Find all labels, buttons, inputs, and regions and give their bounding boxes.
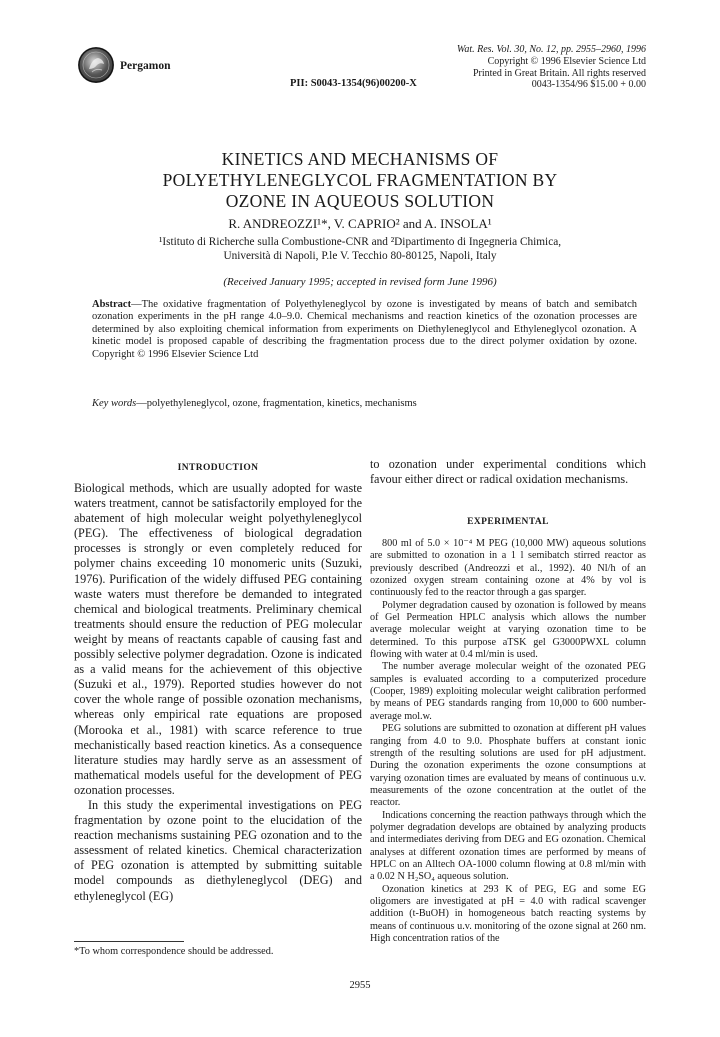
title-line-3: OZONE IN AQUEOUS SOLUTION: [225, 191, 495, 211]
intro-paragraph-1: Biological methods, which are usually adopted for waste waters treatment, cannot be satisfactorily employed for the abatement of high molecular weight polyethyleneglycol (PEG). The effectiveness of biological degradation processes is strongly or even completely reduced for polymer chains exceeding 10 monomeric units (Suzuki, 1976). Purification of the widely diffused PEG containing waste waters must therefore be demanded to integrated chemical and biological treatments. Preliminary chemical treatments should ensure the reduction of PEG molecular weight by means of reactants capable of causing fast and possibly selective polymer degradation. Ozone is indicated as a valid means for the achievement of this objective (Suzuki et al., 1979). Reported studies however do not cover the whole range of possible ozonation mechanisms, whereas only empirical rate equations are proposed (Morooka et al., 1981) with scarce reference to true mechanistically based reaction kinetics. As a consequence literature studies may hardly serve as an assessment of mathematical models useful for the development of PEG ozonation processes.: [74, 481, 362, 797]
paper-title: [0, 149, 720, 212]
keywords: [92, 398, 637, 409]
title-line-1: KINETICS AND MECHANISMS OF: [221, 149, 499, 169]
introduction-body: [74, 481, 362, 904]
title-line-2: POLYETHYLENEGLYCOL FRAGMENTATION BY: [162, 170, 558, 190]
intro-paragraph-2: In this study the experimental investigations on PEG fragmentation by ozone point to the elucidation of the reaction mechanisms sustaining PEG ozonation and to the assessment of related kinetics. Chemical characterization of PEG ozonation is attempted by submitting suitable model compounds as diethyleneglycol (DEG) and ethyleneglycol (EG): [74, 797, 362, 903]
abstract-text: —The oxidative fragmentation of Polyethyleneglycol by ozone is investigated by means of batch and semibatch ozonation experiments in the pH range 4.0–9.0. Chemical mechanisms and reaction kinetics of the ozonation processes are determined by also exploiting chemical information from experiments on Diethyleneglycol and Ethyleneglycol ozonation. A kinetic model is proposed capable of describing the fragmentation process due to the direct polymer oxidation by ozone. Copyright © 1996 Elsevier Science Ltd: [92, 299, 637, 360]
affiliations: [0, 235, 720, 263]
exp-paragraph-2: Polymer degradation caused by ozonation is followed by means of Gel Permeation HPLC analysis which allows the number average molecular weight at varying ozonation time to be determined. To this purpose aTSK gel G3000PWXL column flowing with water at 0.4 ml/min is used.: [370, 599, 646, 661]
pii-identifier: PII: S0043-1354(96)00200-X: [290, 78, 417, 89]
author-list: R. ANDREOZZI¹*, V. CAPRIO² and A. INSOLA¹: [228, 216, 492, 231]
pergamon-seal-icon: [78, 47, 114, 83]
abstract-label: Abstract: [92, 299, 132, 310]
abstract: [92, 299, 637, 361]
received-dates: (Received January 1995; accepted in revised form June 1996): [223, 276, 497, 288]
exp-paragraph-1: 800 ml of 5.0 × 10⁻⁴ M PEG (10,000 MW) aqueous solutions are submitted to ozonation in a 1 l semibatch stirred reactor as previously described (Andreozzi et al., 1992). 40 Nl/h of an ozonized oxygen stream containing ozone at 4% by vol is continuously fed to the reactor through a gas sparger.: [370, 538, 646, 599]
page-number: 2955: [349, 980, 371, 991]
exp-paragraph-5: Indications concerning the reaction pathways through which the polymer degradation develops are obtained by analyzing products and intermediates deriving from DEG and EG ozonation. Chemical analyses at different ozonation times are performed by means of HPLC on an Alltech OA-1000 column flowing at 0.8 ml/min with a 0.02 N H₂SO₄ aqueous solution.: [370, 809, 646, 883]
introduction-heading: INTRODUCTION: [177, 463, 259, 473]
correspondence-footnote: *To whom correspondence should be addressed.: [74, 946, 274, 957]
affiliation-line-2: Università di Napoli, P.le V. Tecchio 80-80125, Napoli, Italy: [223, 250, 497, 262]
publisher-name: Pergamon: [120, 60, 171, 72]
affiliation-line-1: ¹Istituto di Richerche sulla Combustione-CNR and ²Dipartimento di Ingegneria Chimica,: [158, 236, 562, 248]
experimental-heading: EXPERIMENTAL: [467, 517, 549, 527]
exp-paragraph-4: PEG solutions are submitted to ozonation at different pH values ranging from 4.0 to 9.0. Phosphate buffers at constant ionic strength of the resulting solutions are used for pH adjustment. During the ozonation experiments the ozone consumptions at varying ozonation times are evaluated by means of continuous u.v. measurements of the ozone concentration at the outlet of the reactor.: [370, 723, 646, 809]
journal-citation: Wat. Res. Vol. 30, No. 12, pp. 2955–2960, 1996: [456, 44, 646, 55]
footnote-rule: [74, 941, 184, 942]
exp-paragraph-3: The number average molecular weight of the ozonated PEG samples is evaluated according to a computerized procedure (Cooper, 1989) exploiting molecular weight calibration performed by means of PEG standards ranging from 10,000 to 600 number-average mol.w.: [370, 661, 646, 722]
exp-paragraph-6: Ozonation kinetics at 293 K of PEG, EG and some EG oligomers are investigated at pH = 4.0 with radical scavenger addition (t-BuOH) in homogeneous batch reacting systems by means of continuous u.v. monitoring of the ozone signal at 260 nm. High concentration ratios of the: [370, 883, 646, 944]
experimental-body: [370, 538, 646, 945]
journal-info: [386, 44, 646, 91]
publisher-logo: [78, 47, 114, 83]
price-line: 0043-1354/96 $15.00 + 0.00: [531, 79, 646, 91]
printed-line: Printed in Great Britain. All rights reserved: [472, 67, 646, 79]
keywords-label: Key words: [92, 398, 137, 409]
copyright-line: Copyright © 1996 Elsevier Science Ltd: [487, 55, 646, 67]
introduction-continued: [370, 457, 646, 487]
keywords-text: —polyethyleneglycol, ozone, fragmentation, kinetics, mechanisms: [136, 398, 417, 409]
intro-continued-text: to ozonation under experimental conditions which favour either direct or radical oxidation mechanisms.: [370, 457, 646, 487]
